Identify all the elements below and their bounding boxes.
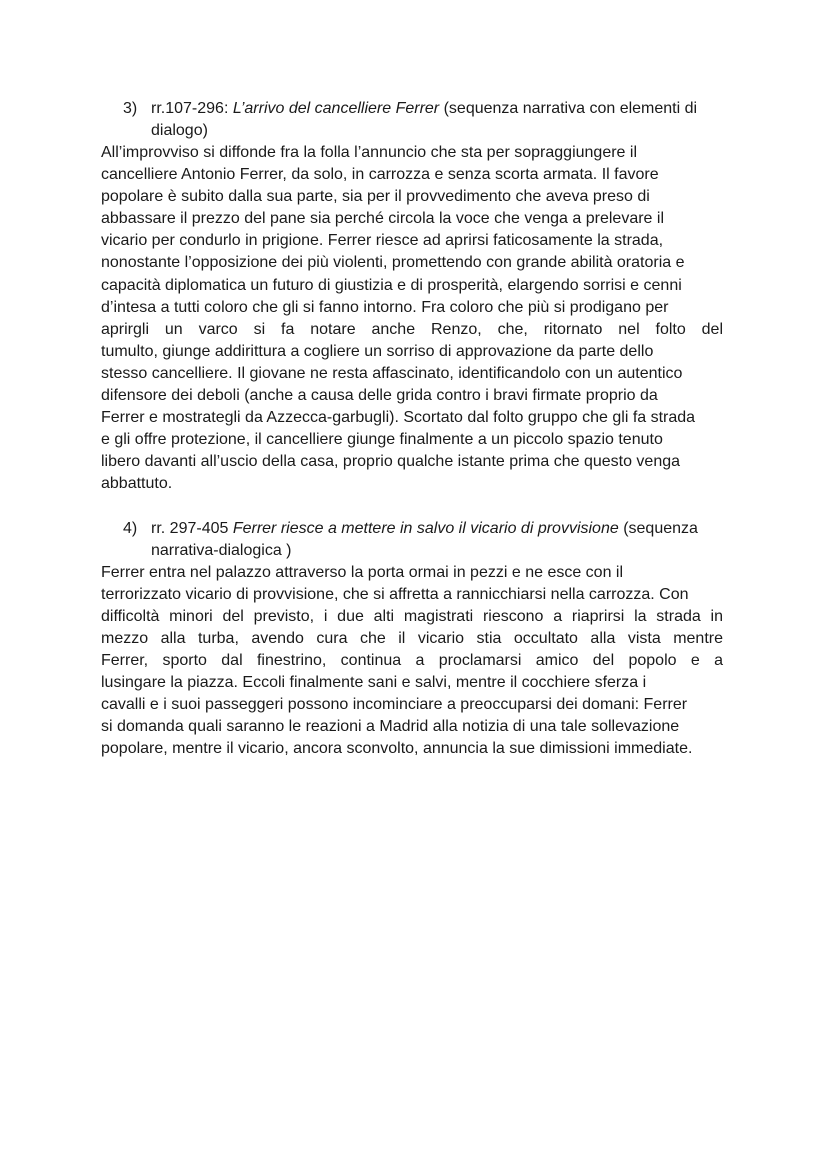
- section-ref: rr. 297-405: [151, 519, 233, 537]
- paragraph-line: nonostante l’opposizione dei più violenti, promettendo con grande abilità oratoria e: [101, 254, 685, 272]
- section-note-cont: dialogo): [151, 122, 208, 139]
- paragraph-line: All’improvviso si diffonde fra la folla l’annuncio che sta per sopraggiungere il: [101, 144, 637, 161]
- paragraph-line: tumulto, giunge addirittura a cogliere un sorriso di approvazione da parte dello: [101, 342, 654, 360]
- paragraph-line: Ferrer entra nel palazzo attraverso la porta ormai in pezzi e ne esce con il: [101, 563, 624, 581]
- section-4: [101, 518, 723, 761]
- section-heading: [123, 98, 723, 142]
- section-ref: rr.107-296:: [151, 100, 233, 117]
- paragraph-line: d’intesa a tutti coloro che gli si fanno intorno. Fra coloro che più si prodigano per: [101, 298, 669, 316]
- section-paragraph: [101, 562, 723, 761]
- section-note: (sequenza narrativa con elementi di: [439, 100, 698, 117]
- paragraph-line: abbassare il prezzo del pane sia perché circola la voce che venga a prelevare il: [101, 210, 664, 228]
- paragraph-line: Ferrer, sporto dal finestrino, continua a proclamarsi amico del popolo e a: [101, 651, 723, 669]
- section-paragraph: [101, 142, 723, 496]
- paragraph-line: difensore dei deboli (anche a causa delle grida contro i bravi firmate proprio da: [101, 387, 658, 405]
- section-title-italic: Ferrer riesce a mettere in salvo il vicario di provvisione: [232, 519, 619, 537]
- paragraph-line: si domanda quali saranno le reazioni a Madrid alla notizia di una tale sollevazione: [101, 718, 680, 736]
- section-heading: [123, 518, 723, 562]
- paragraph-line: lusingare la piazza. Eccoli finalmente sani e salvi, mentre il cocchiere sferza i: [101, 673, 647, 691]
- paragraph-line: vicario per condurlo in prigione. Ferrer riesce ad aprirsi faticosamente la strada,: [101, 232, 664, 250]
- paragraph-line: capacità diplomatica un futuro di giustizia e di prosperità, elargendo sorrisi e cenni: [101, 276, 682, 294]
- paragraph-line: cancelliere Antonio Ferrer, da solo, in carrozza e senza scorta armata. Il favore: [101, 166, 659, 184]
- section-note: (sequenza: [618, 519, 698, 537]
- paragraph-line: popolare è subito dalla sua parte, sia per il provvedimento che aveva preso di: [101, 188, 650, 206]
- section-3: [101, 98, 723, 496]
- document-page: [101, 98, 723, 760]
- paragraph-line: e gli offre protezione, il cancelliere giunge finalmente a un piccolo spazio tenuto: [101, 431, 663, 449]
- paragraph-line: aprirgli un varco si fa notare anche Renzo, che, ritornato nel folto del: [101, 320, 723, 338]
- paragraph-line: difficoltà minori del previsto, i due alti magistrati riescono a riaprirsi la strada in: [101, 607, 723, 625]
- paragraph-line: popolare, mentre il vicario, ancora sconvolto, annuncia la sue dimissioni immediate.: [101, 740, 693, 758]
- paragraph-line: Ferrer e mostrategli da Azzecca-garbugli). Scortato dal folto gruppo che gli fa strada: [101, 409, 696, 427]
- section-note-cont: narrativa-dialogica ): [151, 541, 292, 559]
- section-title: [147, 98, 723, 142]
- paragraph-line: terrorizzato vicario di provvisione, che si affretta a rannicchiarsi nella carrozza. Con: [101, 585, 689, 603]
- paragraph-line: cavalli e i suoi passeggeri possono incominciare a preoccuparsi dei domani: Ferrer: [101, 696, 688, 714]
- section-title: [147, 518, 723, 562]
- paragraph-line: abbattuto.: [101, 475, 173, 493]
- section-title-italic: L’arrivo del cancelliere Ferrer: [232, 100, 440, 117]
- paragraph-line: mezzo alla turba, avendo cura che il vicario stia occultato alla vista mentre: [101, 629, 723, 647]
- section-number: 4): [123, 519, 138, 537]
- section-number: 3): [123, 100, 138, 117]
- paragraph-line: stesso cancelliere. Il giovane ne resta affascinato, identificandolo con un autentico: [101, 364, 683, 382]
- paragraph-line: libero davanti all’uscio della casa, proprio qualche istante prima che questo venga: [101, 453, 681, 471]
